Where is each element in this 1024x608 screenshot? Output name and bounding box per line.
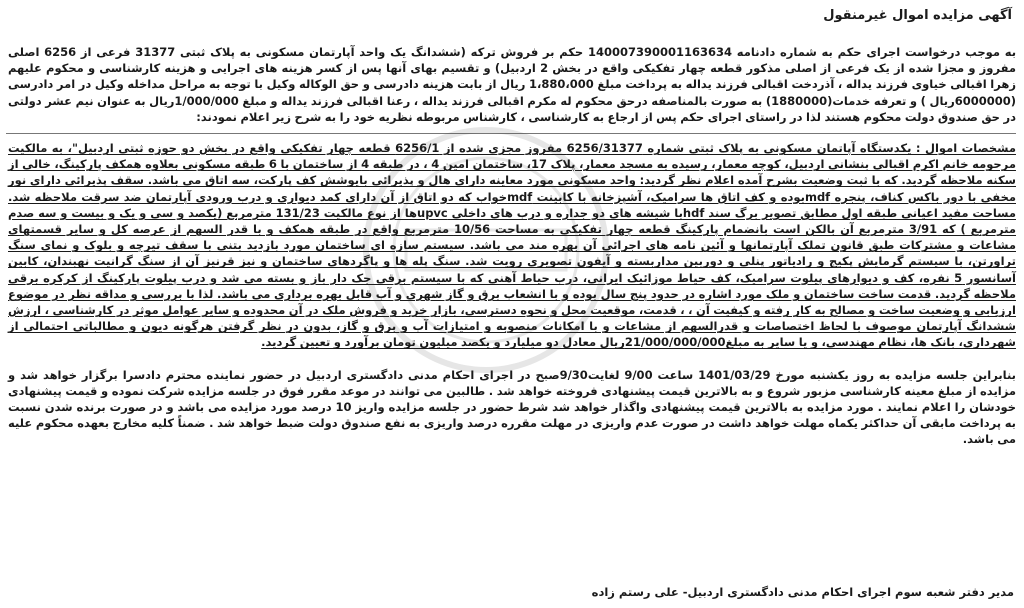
notice-title: آگهی مزایده اموال غیرمنقول	[823, 8, 1012, 23]
section-divider	[6, 133, 1016, 134]
property-specifications-paragraph: مشخصات اموال : یکدستگاه آپاتمان مسکونی به پلاک ثبتی شماره 6256/31377 مفروز مجزی شده از 6256/1 قطعه چهار تفکیکی واقع در بخش دو حوزه ثبتی اردبیل"، به مالکیت مرحومه خانم اکرم اقبالی بنشانی اردبیل، کوچه معمار، رسیده به مسجد معمار، پلاک 17، ساختمان امین 4 ، در طبقه 4 از ساختمان با 6 طبقه مسکونی بعلاوه همکف پارکینگ، خالی از سکنه ملاحظه گردید. که با ثبت وضعیت بشرح آمده اعلام نظر گردید: واحد مسکونی مورد معاینه دارای هال و پذیرائی بایوشش کف پارکت، سه اتاق می باشد. سقف پذیرائی دارای نور مخفی با دور باکس کناف، پنجره mdfبوده و کف اتاق ها سرامیک، آشپزخانه با کابینت mdfخواب که دو اتاق از آن دارای کمد دیواری و درب ورودی آپارتمان ضد سرقت ملاحظه شد. مساحت مفید اعیانی طبقه اول مطابق تصویر برگ سند hdfبا شیشه های دو جداره و درب های داخلی upvcها از نوع مالکیت 131/23 مترمربع (یکصد و سی و یک و بیست و سه صدم مترمربع ) که 3/91 مترمربع آن بالکن است بانضمام پارکینگ قطعه چهار تفکیکی به مساحت 10/56 مترمربع واقع در طبقه همکف و با قدر السهم از عرصه کل و سایر قسمتهای مشاعات و مشترکات طبق قانون تملک آپارتمانها و آئین نامه های اجرائی آن بهره مند می باشد. سیستم سازه ای ساختمان مورد بازدید بتنی با سقف تیرچه و بلوک و نمای سنگ تراورتن، با سیستم گرمایش پکیج و رادیاتور پنلی و دوربین مداربسته و آیفون تصویری رویت شد. سنگ پله ها و پاگردهای ساختمان و نیز قرنیز آن از سنگ گرانیت نهبندان، کابین آسانسور 5 نفره، کف و دیوارهای پیلوت سرامیک، کف حیاط موزائیک ایرانی، درب حیاط آهنی که با سیستم برقی جک دار باز و بسته می شد و درب پیلوت پارکینگ از کرکره برقی ملاحظه گردید. قدمت ساخت ساختمان و ملک مورد اشاره در حدود پنج سال بوده و با انشعاب برق و گاز شهری و آب قابل بهره برداری می باشد. لذا با بررسی و مداقه نظر در موضوع ارزیابی و وضعیت ساخت و مصالح به کار رفته و کیفیت آن ، ، قدمت، موقعیت محل و نحوه دسترسی، بازار خرید و فروش ملک در آن محدوده و سایر عوامل موثر در کارشناسی ، ارزش ششدانگ آپارتمان موصوف با لحاظ اختصاصات و قدرالسهم از مشاعات و با امکانات منصوبه و امتیازات آب و برق و گاز، بدون در نظر گرفتن هرگونه دیون و مطالباتی احتمالی از شهرداری، بانک ها، نظام مهندسی، و یا سایر به مبلغ21/000/000/000ریال معادل دو میلیارد و یکصد میلیون تومان برآورد و تعیین گردید.	[8, 141, 1016, 350]
signature-line: مدیر دفتر شعبه سوم اجرای احکام مدنی دادگستری اردبیل- علی رستم زاده	[591, 585, 1014, 599]
auction-terms-paragraph: بنابراین جلسه مزایده به روز یکشنبه مورخ 1401/03/29 ساعت 9/00 لغایت9/30صبح در اجرای احکام مدنی دادگستری اردبیل در حضور نماینده محترم دادسرا برگزار خواهد شد و مزایده از مبلغ معینه کارشناسی مزبور شروع و به بالاترین قیمت پیشنهادی فروخته خواهد شد . طالبین می توانند در موعد مقرر فوق در جلسه مزایده شرکت نموده و قیمت پیشنهادی خودشان را اعلام نمایند . مورد مزایده به بالاترین قیمت پیشنهادی واگذار خواهد شد شرط حضور در جلسه مزایده واریز 10 درصد مورد مزایده می باشد و در صورت برنده شدن نسبت به پرداخت مابقی آن حداکثر یکماه مهلت خواهد داشت در صورت عدم واریزی در مهلت مقرره درصد واریزی به نفع صندوق دولت ضبط خواهد شد . ضمناً کلیه مخارج بعهده محکوم علیه می باشد.	[8, 367, 1016, 447]
auction-notice-page	[6, 4, 1016, 604]
case-background-paragraph: به موجب درخواست اجرای حکم به شماره دادنامه 140007390001163634 حکم بر فروش ترکه (ششدانگ یک واحد آپارتمان مسکونی به پلاک ثبتی 31377 فرعی از 6256 اصلی مفروز و مجزا شده از یک فرعی از اصلی مذکور قطعه چهار تفکیکی واقع در بخش 2 اردبیل) و تقسیم بهای آنها پس از کسر هزینه های اجرایی و هزینه کارشناسی و محکوم علیهم زهرا اقبالی خیاوی فرزند یداله ، آذردخت اقبالی فرزند یداله به پرداخت مبلغ 1،880،000 ریال از بابت هزینه دادرسی و حق الوکاله وکیل با توجه به مراحل مداخله وکیل در امر دادرسی (6000000ریال ) و تعرفه خدمات(1880000) به صورت بالمناصفه درحق محکوم له مکرم اقبالی فرزند یداله ، رعنا اقبالی فرزند یداله و مبلغ 1/000/000ریال به عنوان نیم عشر دولتی در حق صندوق دولت محکوم هستند لذا در راستای اجرای حکم پس از ارجاع به کارشناسی ، کارشناس مربوطه نظریه خود را به شرح زیر اعلام نمودند:	[8, 45, 1017, 124]
